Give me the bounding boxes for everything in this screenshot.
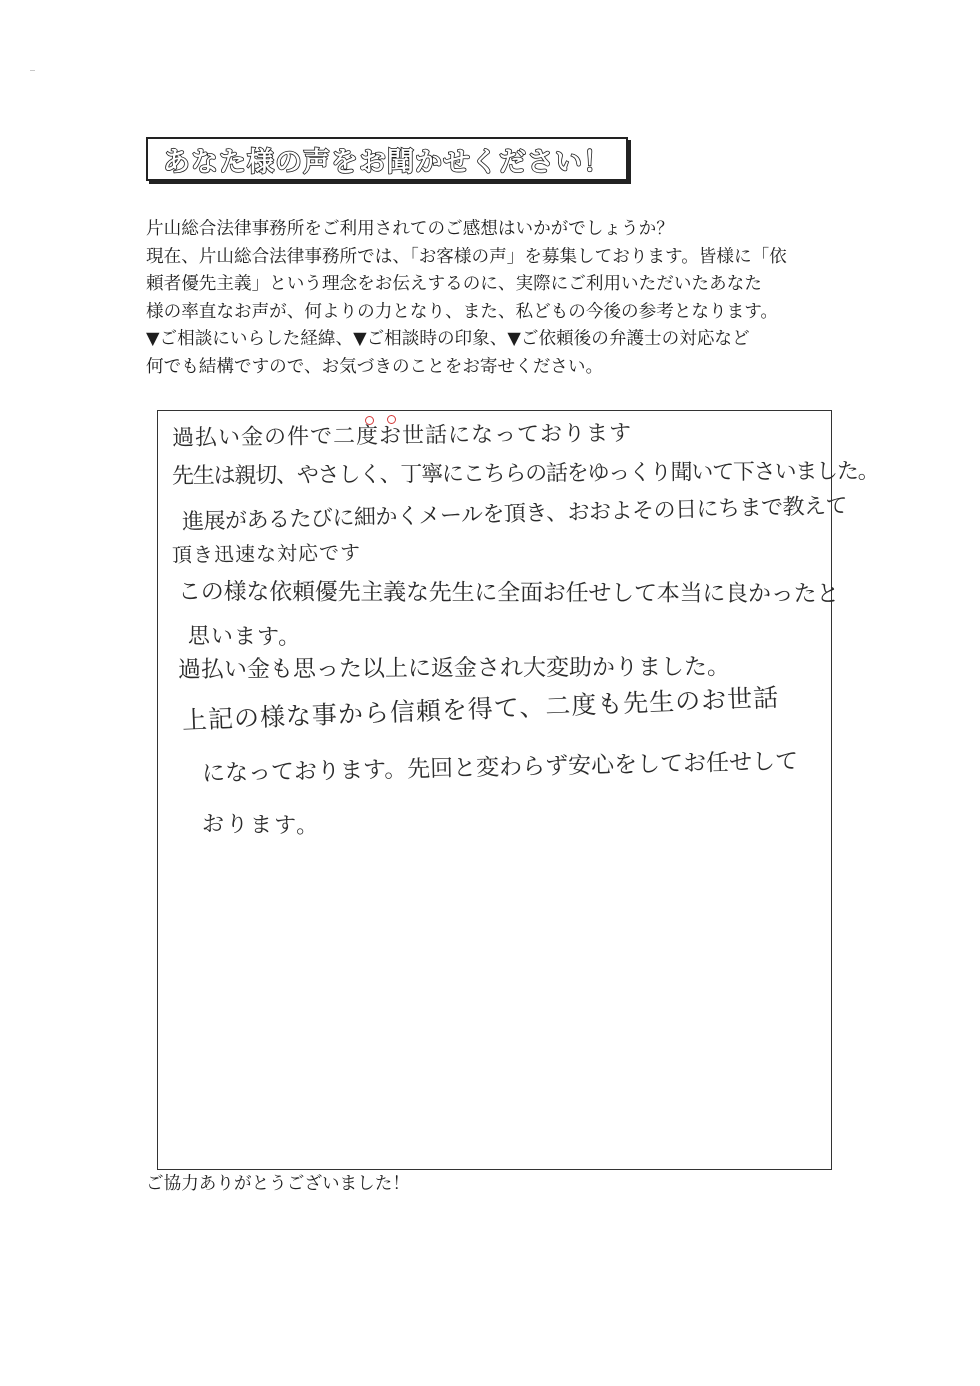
intro-line: 様の率直なお声が、何よりの力となり、また、私どもの今後の参考となります。 — [146, 301, 778, 322]
handwritten-line: おります。 — [201, 812, 321, 840]
page-title: あなた様の声をお聞かせください！ — [163, 146, 611, 178]
handwritten-line: この様な依頼優先主義な先生に全面お任せして本当に良かったと — [177, 579, 840, 608]
title-box — [146, 137, 628, 181]
footer-thanks: ご協力ありがとうございました！ — [146, 1174, 410, 1194]
intro-line: 現在、片山総合法律事務所では、「お客様の声」を募集しております。皆様に「依 — [146, 246, 787, 267]
handwritten-line: 上記の様な事から信頼を得て、二度も先生のお世話 — [181, 683, 780, 735]
handwritten-line: 過払い金の件で二度お世話になっております — [171, 421, 633, 451]
intro-text — [146, 216, 854, 382]
intro-line: ▼ご相談にいらした経緯、▼ご相談時の印象、▼ご依頼後の弁護士の対応など — [146, 329, 750, 350]
handwritten-line: になっております。先回と変わらず安心をしてお任せして — [201, 748, 799, 787]
intro-line: 頼者優先主義」という理念をお伝えするのに、実際にご利用いただいたあなた — [146, 274, 762, 295]
answer-box — [157, 410, 879, 1170]
handwritten-line: 進展があるたびに細かくメールを頂き、おおよその日にちまで教えて — [181, 493, 848, 535]
handwritten-line: 頂き迅速な対応です — [171, 540, 362, 567]
intro-line: 片山総合法律事務所をご利用されてのご感想はいかがでしょうか？ — [146, 219, 674, 239]
handwritten-line: 思います。 — [187, 624, 302, 651]
handwritten-line: 過払い金も思った以上に返金され大変助かりました。 — [177, 654, 731, 683]
intro-line: 何でも結構ですので、お気づきのことをお寄せください。 — [146, 356, 604, 377]
handwritten-line: 先生は親切、やさしく、丁寧にこちらの話をゆっくり聞いて下さいました。 — [171, 459, 879, 489]
scan-speck — [30, 70, 35, 71]
